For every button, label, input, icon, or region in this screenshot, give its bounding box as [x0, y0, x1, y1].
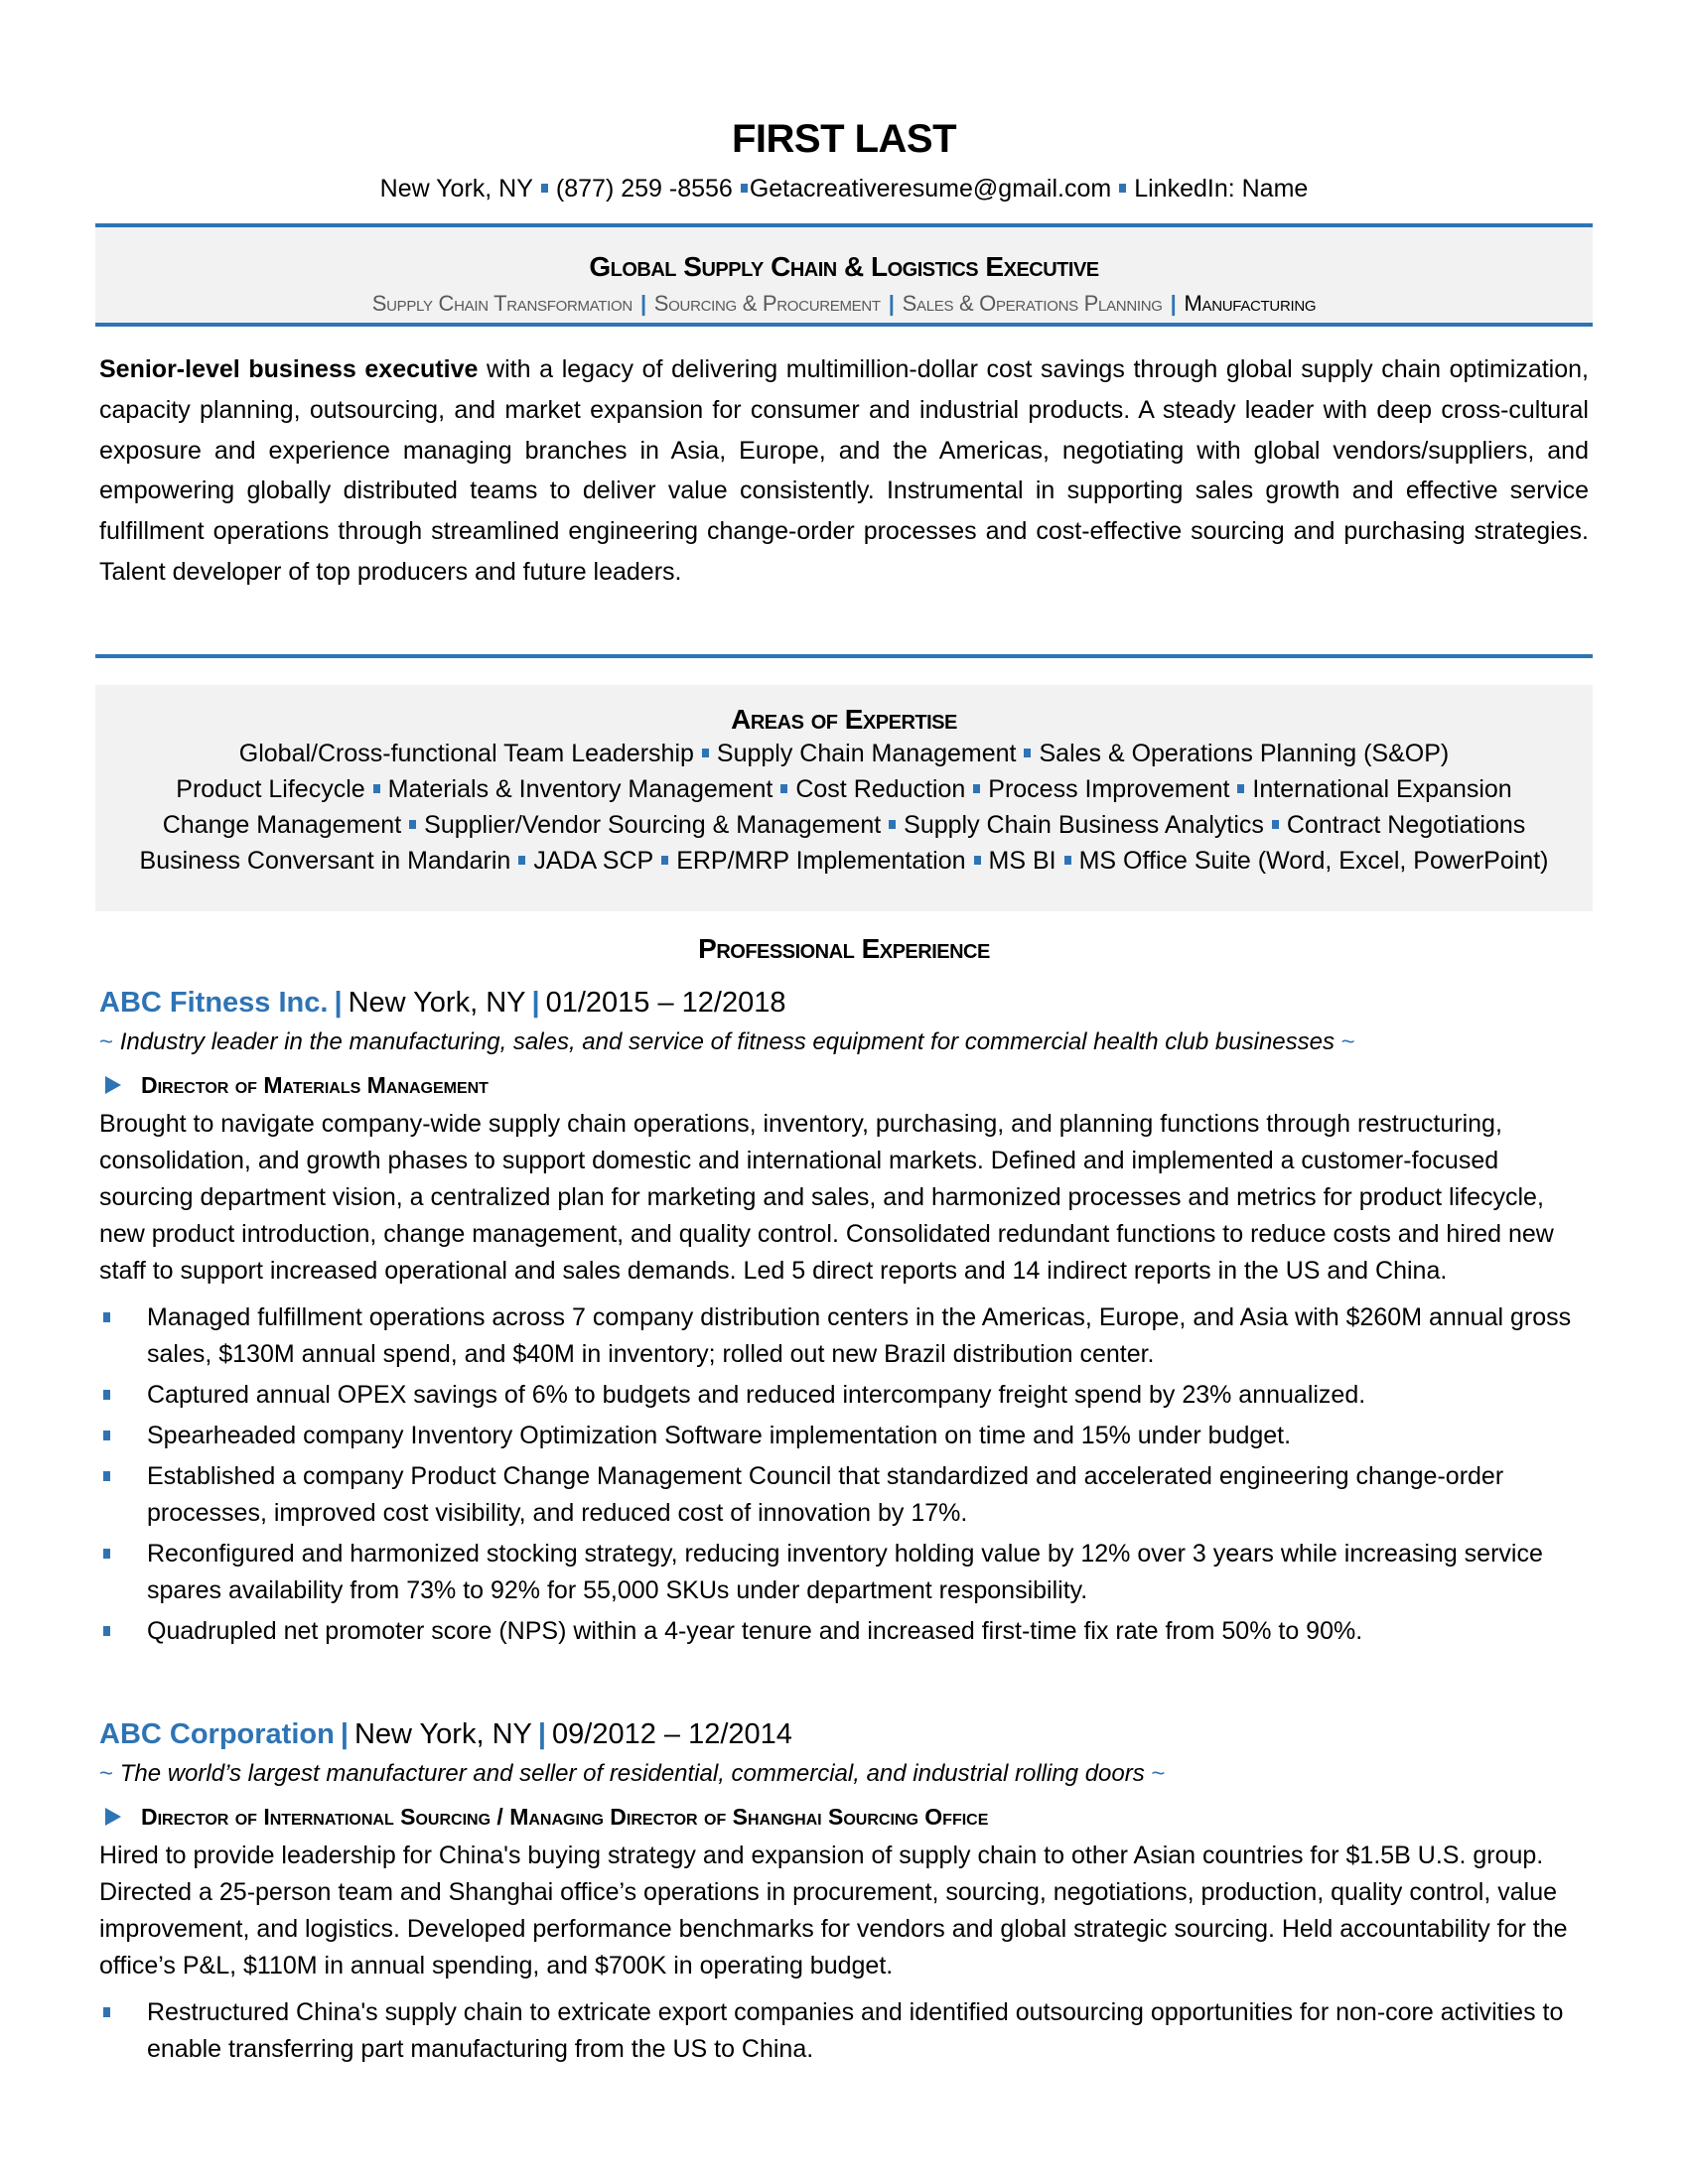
skill: ERP/MRP Implementation: [676, 847, 966, 875]
summary-lead: Senior-level business executive: [99, 355, 479, 383]
expertise-line: [95, 771, 1593, 807]
company-name: ABC Fitness Inc.: [99, 987, 329, 1019]
blue-square-bullet-icon: [103, 1549, 110, 1559]
skill: Contract Negotiations: [1286, 811, 1526, 839]
job-header: [99, 983, 1589, 1023]
achievement-item: Reconfigured and harmonized stocking strategy, reducing inventory holding value by 12% over 3 years while increasing service spares availability from 73% to 92% for 55,000 SKUs under department responsibility.: [99, 1536, 1589, 1609]
blue-square-bullet-icon: [103, 1312, 110, 1322]
specialty: Sourcing & Procurement: [653, 291, 881, 316]
skill: Change Management: [162, 811, 402, 839]
pipe-separator: |: [639, 291, 646, 316]
blue-square-icon: [1119, 184, 1126, 193]
job-description: Brought to navigate company-wide supply chain operations, inventory, purchasing, and planning functions through restructuring, consolidation, and growth phases to support domestic and international markets. Defined and implemented a customer-focused sourcing department vision, a centralized plan for marketing and sales, and harmonized processes and metrics for product lifecycle, new product introduction, change management, and quality control. Consolidated redundant functions to reduce costs and hired new staff to support increased operational and sales demands. Led 5 direct reports and 14 indirect reports in the US and China.: [99, 1110, 1554, 1285]
achievement-item: Captured annual OPEX savings of 6% to budgets and reduced intercompany freight spend by 23% annualized.: [99, 1377, 1589, 1414]
summary-text: with a legacy of delivering multimillion-dollar cost savings through global supply chain optimization, capacity planning, outsourcing, and market expansion for consumer and industrial products. A steady leader with deep cross-cultural exposure and experience managing branches in Asia, Europe, and the Americas, negotiating with global vendors/suppliers, and empowering globally distributed teams to deliver value consistently. Instrumental in supporting sales growth and effective service fulfillment operations through streamlined engineering change-order processes and cost-effective sourcing and purchasing strategies. Talent developer of top producers and future leaders.: [99, 355, 1589, 586]
skill: International Expansion: [1252, 775, 1512, 803]
job-role: Director of International Sourcing / Managing Director of Shanghai Sourcing Office: [99, 1798, 1589, 1836]
skill: JADA SCP: [533, 847, 654, 875]
skill: Cost Reduction: [795, 775, 966, 803]
blue-square-icon: [889, 820, 896, 829]
skill: Global/Cross-functional Team Leadership: [238, 740, 694, 767]
skill: Business Conversant in Mandarin: [139, 847, 511, 875]
expertise-line: [95, 843, 1593, 879]
specialty: Manufacturing: [1184, 291, 1317, 316]
contact-line: [95, 175, 1593, 204]
skill: Materials & Inventory Management: [387, 775, 774, 803]
blue-square-icon: [661, 856, 668, 865]
professional-summary: [99, 349, 1589, 593]
blue-square-icon: [780, 784, 787, 793]
job-entry: [99, 1714, 1589, 2072]
job-header: [99, 1714, 1589, 1754]
job-description: Hired to provide leadership for China's buying strategy and expansion of supply chain to other Asian countries for $1.5B U.S. group. Directed a 25-person team and Shanghai office’s operations in procurement, sourcing, negotiations, production, quality control, value improvement, and logistics. Developed performance benchmarks for vendors and global strategic sourcing. Held accountability for the office’s P&L, $110M in annual spending, and $700K in operating budget.: [99, 1842, 1568, 1979]
specialties-line: [95, 291, 1593, 317]
expertise-line: [95, 736, 1593, 771]
blue-square-icon: [518, 856, 525, 865]
job-location: New York, NY: [353, 1718, 532, 1750]
expertise-line: [95, 807, 1593, 843]
blue-triangle-icon: [105, 1808, 121, 1826]
company-name: ABC Corporation: [99, 1718, 335, 1750]
headline-title: Global Supply Chain & Logistics Executive: [589, 251, 1099, 282]
specialty: Supply Chain Transformation: [371, 291, 633, 316]
candidate-name: FIRST LAST: [731, 117, 957, 161]
specialty: Sales & Operations Planning: [902, 291, 1163, 316]
achievement-item: Quadrupled net promoter score (NPS) within a 4-year tenure and increased first-time fix rate from 50% to 90%.: [99, 1613, 1589, 1650]
blue-square-icon: [1237, 784, 1244, 793]
blue-square-icon: [702, 749, 709, 757]
blue-square-icon: [973, 784, 980, 793]
job-entry: [99, 983, 1589, 1654]
blue-square-icon: [373, 784, 380, 793]
achievement-list: [99, 1994, 1589, 2068]
blue-square-icon: [741, 184, 748, 193]
achievement-item: Restructured China's supply chain to extricate export companies and identified outsourcing opportunities for non-core activities to enable transferring part manufacturing from the US to China.: [99, 1994, 1589, 2068]
areas-of-expertise: [95, 685, 1593, 911]
achievement-item: Spearheaded company Inventory Optimization Software implementation on time and 15% under budget.: [99, 1418, 1589, 1454]
company-tagline: ~ The world’s largest manufacturer and seller of residential, commercial, and industrial rolling doors ~: [99, 1760, 1166, 1787]
skill: Supply Chain Business Analytics: [904, 811, 1264, 839]
blue-square-bullet-icon: [103, 2007, 110, 2017]
blue-square-bullet-icon: [103, 1471, 110, 1481]
achievement-list: [99, 1299, 1589, 1650]
blue-square-bullet-icon: [103, 1431, 110, 1440]
blue-square-icon: [409, 820, 416, 829]
headline-banner: [95, 227, 1593, 325]
pipe-separator: |: [340, 1718, 349, 1750]
skill: MS BI: [988, 847, 1056, 875]
expertise-title: Areas of Expertise: [731, 704, 957, 735]
job-role: Director of Materials Management: [99, 1066, 1589, 1104]
contact-location: New York, NY: [379, 175, 533, 203]
pipe-separator: |: [334, 987, 343, 1019]
divider-rule: [95, 323, 1593, 327]
divider-rule: [95, 654, 1593, 658]
skill: Supply Chain Management: [716, 740, 1017, 767]
pipe-separator: |: [537, 1718, 546, 1750]
pipe-separator: |: [531, 987, 540, 1019]
job-location: New York, NY: [348, 987, 526, 1019]
blue-square-icon: [1064, 856, 1071, 865]
job-dates: 01/2015 – 12/2018: [545, 987, 786, 1019]
blue-square-icon: [541, 184, 548, 193]
blue-square-bullet-icon: [103, 1390, 110, 1400]
skill: Sales & Operations Planning (S&OP): [1039, 740, 1450, 767]
skill: Process Improvement: [988, 775, 1230, 803]
contact-email[interactable]: Getacreativeresume@gmail.com: [749, 175, 1112, 203]
skill: Supplier/Vendor Sourcing & Management: [424, 811, 882, 839]
achievement-item: Established a company Product Change Management Council that standardized and accelerated engineering change-order processes, improved cost visibility, and reduced cost of innovation by 17%.: [99, 1458, 1589, 1532]
skill: MS Office Suite (Word, Excel, PowerPoint): [1078, 847, 1549, 875]
contact-phone: (877) 259 -8556: [555, 175, 733, 203]
job-dates: 09/2012 – 12/2014: [552, 1718, 792, 1750]
skill: Product Lifecycle: [176, 775, 365, 803]
blue-square-icon: [1024, 749, 1031, 757]
experience-section-title: Professional Experience: [698, 933, 990, 964]
achievement-item: Managed fulfillment operations across 7 company distribution centers in the Americas, Europe, and Asia with $260M annual gross sales, $130M annual spend, and $40M in inventory; rolled out new Brazil distribution center.: [99, 1299, 1589, 1373]
blue-square-bullet-icon: [103, 1626, 110, 1636]
company-tagline: ~ Industry leader in the manufacturing, sales, and service of fitness equipment for commercial health club businesses ~: [99, 1028, 1355, 1055]
contact-linkedin[interactable]: LinkedIn: Name: [1134, 175, 1309, 203]
pipe-separator: |: [1170, 291, 1177, 316]
blue-triangle-icon: [105, 1076, 121, 1094]
pipe-separator: |: [888, 291, 895, 316]
blue-square-icon: [1272, 820, 1279, 829]
blue-square-icon: [974, 856, 981, 865]
